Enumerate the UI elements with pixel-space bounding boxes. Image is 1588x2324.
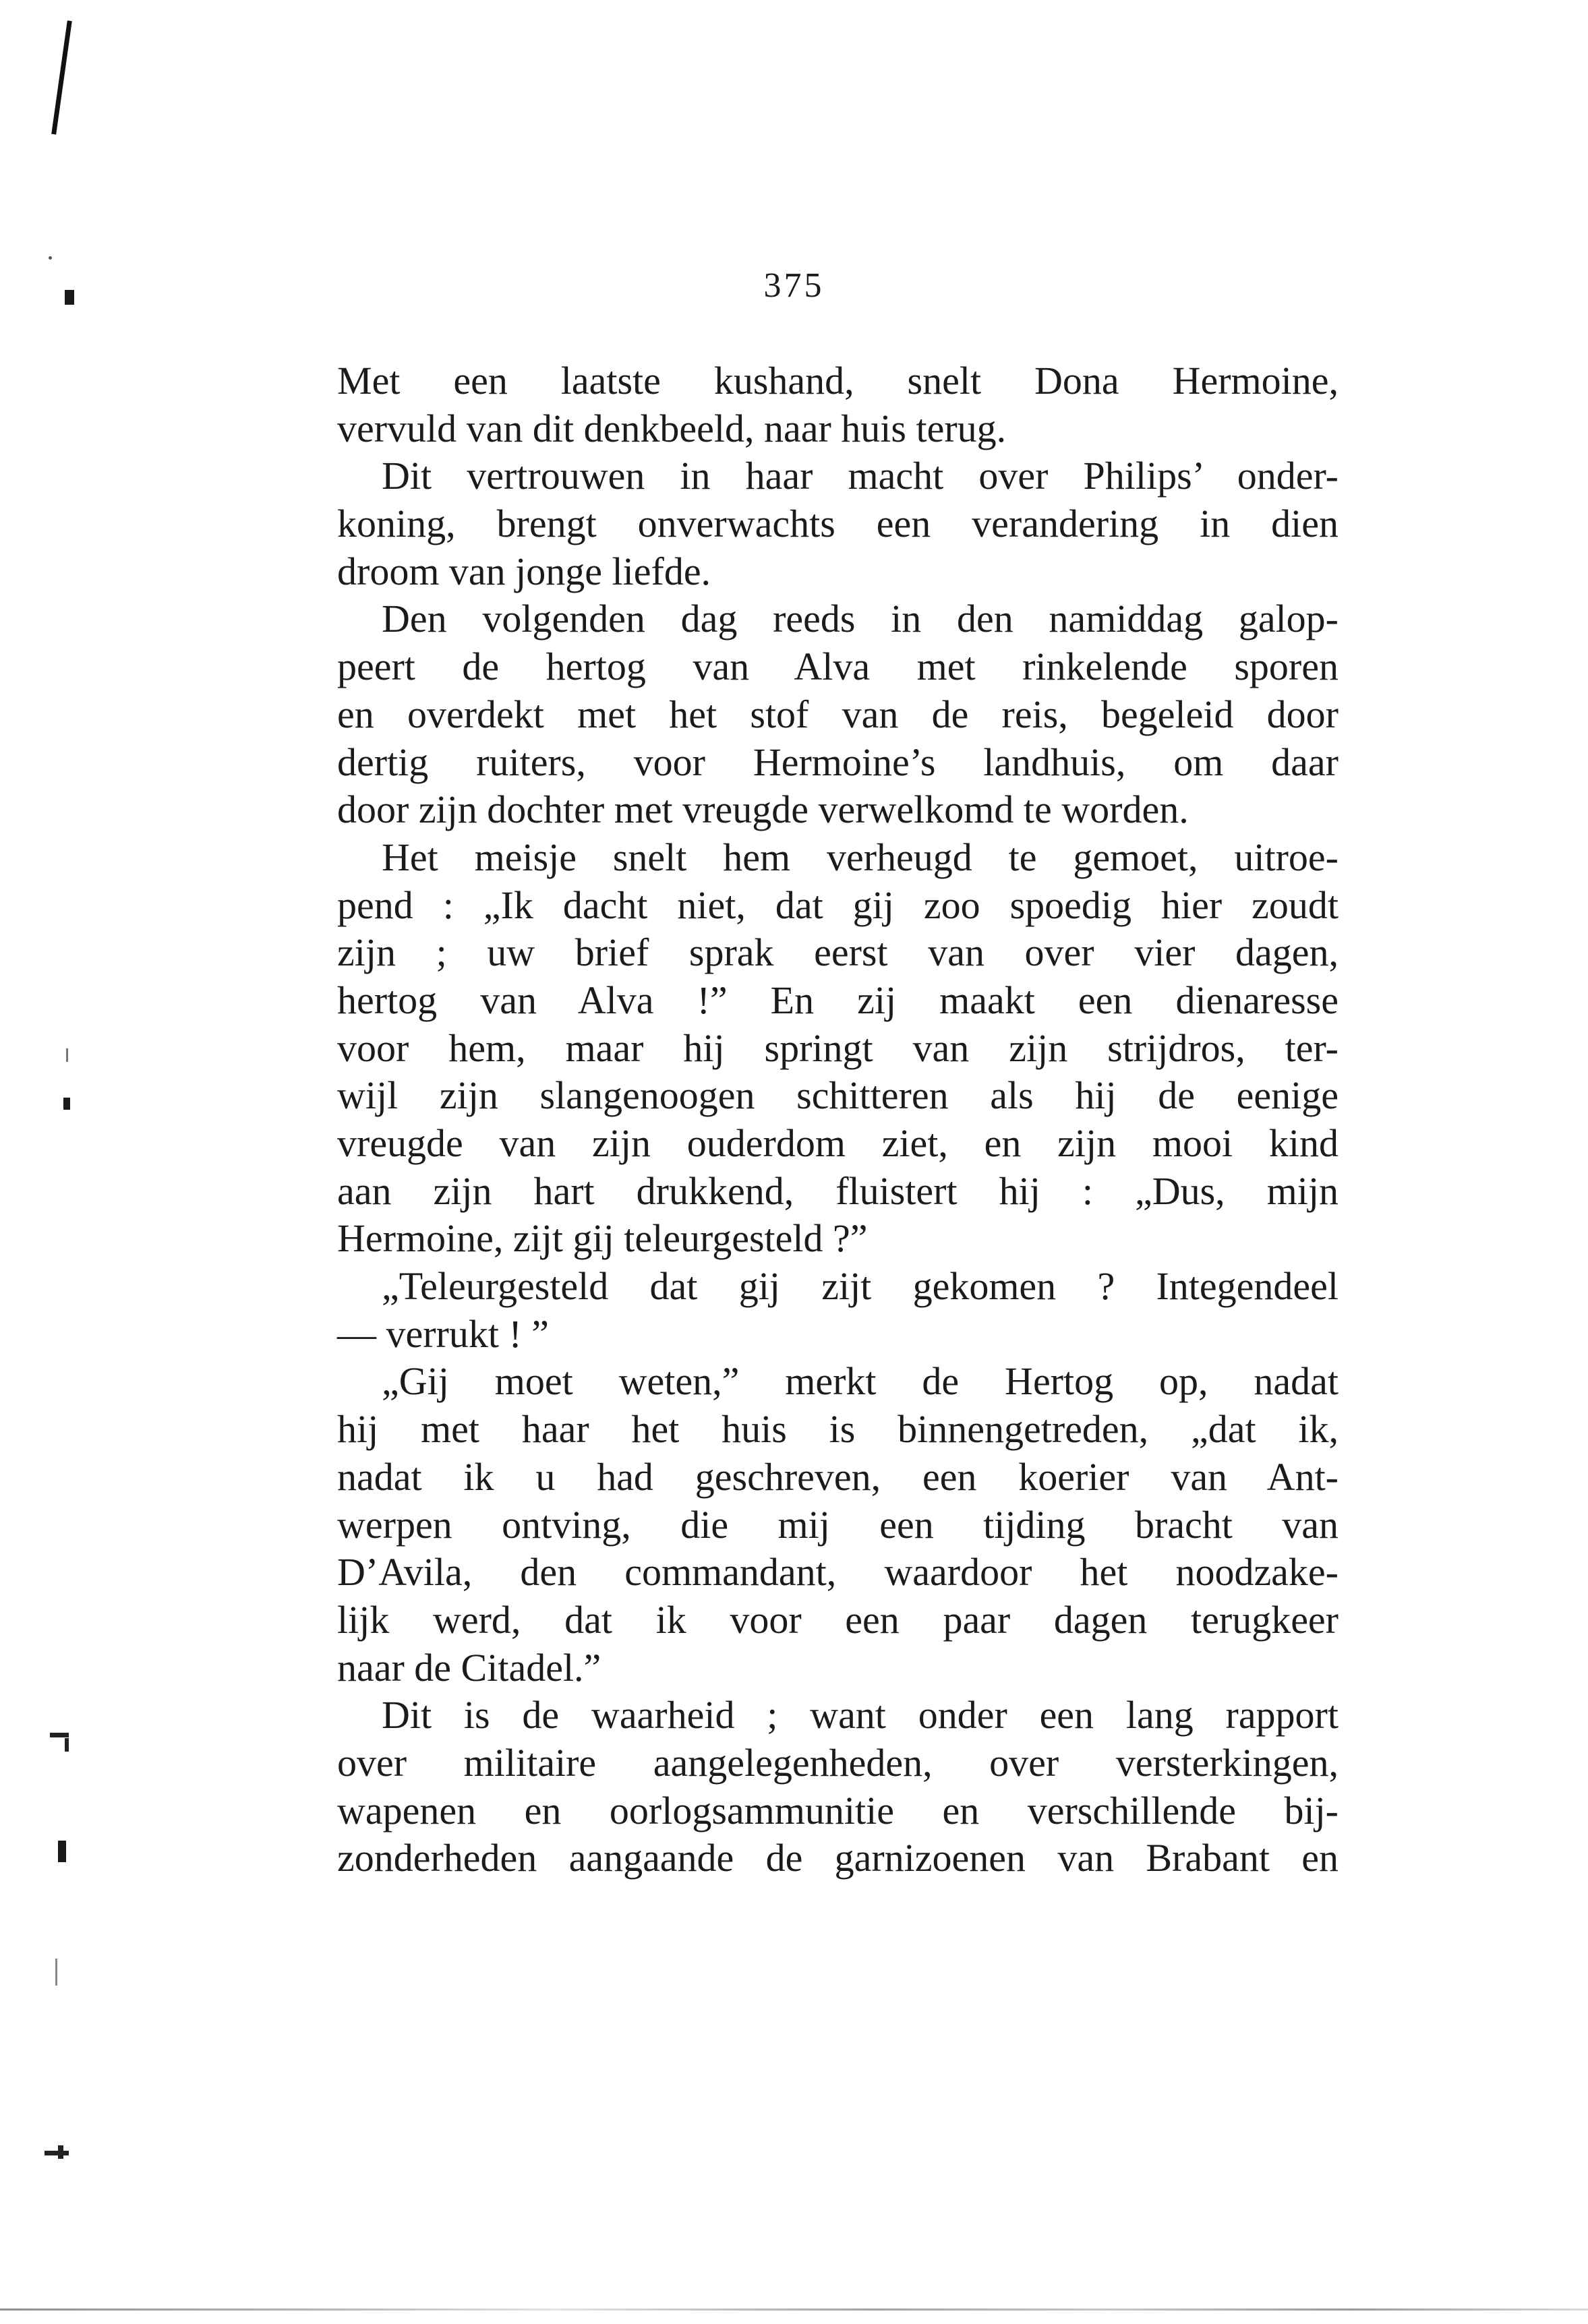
text-line: wijl zijn slangenoogen schitteren als hij de eenige	[337, 1073, 1339, 1118]
text-line: wapenen en oorlogsammunitie en verschillende bij-	[337, 1788, 1339, 1833]
text-line: hertog van Alva !” En zij maakt een dienaresse	[337, 978, 1339, 1022]
text-line: vreugde van zijn ouderdom ziet, en zijn mooi kind	[337, 1121, 1339, 1165]
text-line: hij met haar het huis is binnengetreden, „dat ik,	[337, 1407, 1339, 1452]
text-line: — verrukt ! ”	[337, 1311, 550, 1356]
text-line: Den volgenden dag reeds in den namiddag galop-	[382, 597, 1339, 641]
text-line: en overdekt met het stof van de reis, begeleid door	[337, 692, 1339, 736]
text-line: voor hem, maar hij springt van zijn strijdros, ter-	[337, 1025, 1339, 1070]
text-line: Dit vertrouwen in haar macht over Philips’ onder-	[382, 454, 1339, 498]
scan-mark	[50, 1733, 69, 1737]
scan-mark	[45, 2151, 69, 2155]
scan-mark-top	[51, 20, 72, 134]
text-line: aan zijn hart drukkend, fluistert hij : „Dus, mijn	[337, 1168, 1339, 1213]
scan-mark	[58, 1841, 66, 1862]
text-line: D’Avila, den commandant, waardoor het noodzake-	[337, 1550, 1339, 1595]
text-line: peert de hertog van Alva met rinkelende sporen	[337, 645, 1339, 689]
page-number: 375	[763, 266, 825, 305]
text-line: naar de Citadel.”	[337, 1645, 601, 1690]
text-line: pend : „Ik dacht niet, dat gij zoo spoedig hier zoudt	[337, 883, 1339, 927]
text-line: zijn ; uw brief sprak eerst van over vier dagen,	[337, 930, 1339, 975]
text-line: door zijn dochter met vreugde verwelkomd te worden.	[337, 787, 1189, 832]
text-line: lijk werd, dat ik voor een paar dagen terugkeer	[337, 1597, 1339, 1642]
text-line: nadat ik u had geschreven, een koerier van Ant-	[337, 1454, 1339, 1499]
text-line: dertig ruiters, voor Hermoine’s landhuis, om daar	[337, 740, 1339, 784]
scan-mark-dot	[49, 256, 52, 260]
scan-mark	[65, 290, 74, 305]
text-line: „Gij moet weten,” merkt de Hertog op, nadat	[382, 1359, 1339, 1404]
text-line: Hermoine, zijt gij teleurgesteld ?”	[337, 1216, 868, 1261]
scan-edge-line	[0, 2308, 1588, 2311]
text-line: over militaire aangelegenheden, over versterkingen,	[337, 1740, 1339, 1785]
text-line: koning, brengt onverwachts een verandering in dien	[337, 502, 1339, 546]
scan-mark	[55, 1959, 57, 1986]
text-line: droom van jonge liefde.	[337, 549, 711, 593]
text-line: vervuld van dit denkbeeld, naar huis terug.	[337, 406, 1007, 450]
body-text	[337, 357, 1339, 1882]
text-line: „Teleurgesteld dat gij zijt gekomen ? Integendeel	[382, 1264, 1339, 1309]
scan-mark	[65, 1738, 69, 1752]
scan-mark	[63, 1098, 70, 1110]
text-line: zonderheden aangaande de garnizoenen van Brabant en	[337, 1836, 1339, 1880]
scan-mark	[58, 2145, 63, 2159]
text-line: Met een laatste kushand, snelt Dona Hermoine,	[337, 359, 1339, 403]
text-line: Het meisje snelt hem verheugd te gemoet, uitroe-	[382, 835, 1339, 879]
scan-mark	[66, 1048, 68, 1062]
text-line: werpen ontving, die mij een tijding bracht van	[337, 1502, 1339, 1547]
text-line: Dit is de waarheid ; want onder een lang rapport	[382, 1693, 1339, 1737]
